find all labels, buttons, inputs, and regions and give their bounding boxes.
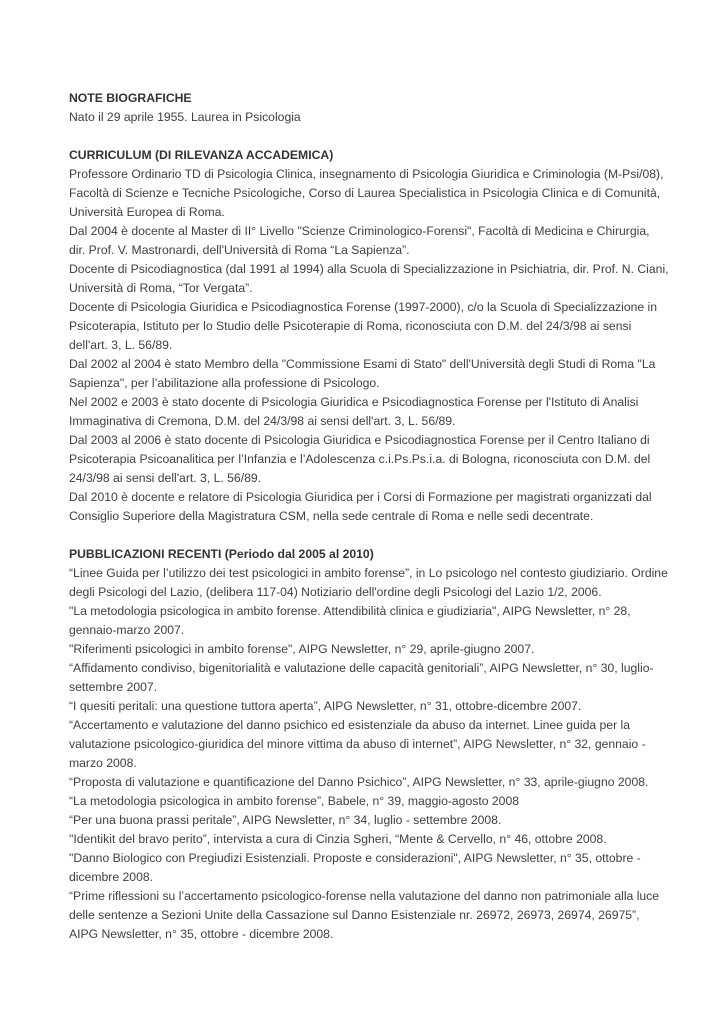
- bio-text: Nato il 29 aprile 1955. Laurea in Psicologia: [69, 110, 301, 124]
- document-page: [69, 89, 669, 944]
- section-spacer: [69, 526, 669, 545]
- publication-item: "La metodologia psicologica in ambito forense. Attendibilità clinica e giudiziaria", AIPG Newsletter, n° 28, gennaio-marzo 2007.: [69, 604, 631, 637]
- publication-item: "Identikit del bravo perito”, intervista a cura di Cinzia Sgheri, “Mente & Cervello, n° 46, ottobre 2008.: [69, 832, 607, 846]
- curriculum-item: Dal 2002 al 2004 è stato Membro della "Commissione Esami di Stato" dell'Università degli Studi di Roma "La Sapienza", per l’abilitazione alla professione di Psicologo.: [69, 357, 656, 390]
- publication-item: “Proposta di valutazione e quantificazione del Danno Psichico”, AIPG Newsletter, n° 33, aprile-giugno 2008.: [69, 775, 649, 789]
- section-spacer: [69, 127, 669, 146]
- curriculum-item: Dal 2010 è docente e relatore di Psicologia Giuridica per i Corsi di Formazione per magistrati organizzati dal Consiglio Superiore della Magistratura CSM, nella sede centrale di Roma e nelle sedi decentrate.: [69, 490, 652, 523]
- publication-item: “Per una buona prassi peritale”, AIPG Newsletter, n° 34, luglio - settembre 2008.: [69, 813, 502, 827]
- curriculum-item: Professore Ordinario TD di Psicologia Clinica, insegnamento di Psicologia Giuridica e Criminologia (M-Psi/08), Facoltà di Scienze e Tecniche Psicologiche, Corso di Laurea Specialistica in Psicologia Clinica e di Comunità, Università Europea di Roma.: [69, 167, 664, 219]
- publications-heading: PUBBLICAZIONI RECENTI (Periodo dal 2005 al 2010): [69, 547, 374, 561]
- bio-heading: NOTE BIOGRAFICHE: [69, 91, 192, 105]
- curriculum-item: Dal 2004 è docente al Master di II° Livello "Scienze Criminologico-Forensi", Facoltà di Medicina e Chirurgia, dir. Prof. V. Mastronardi, dell'Università di Roma “La Sapienza”.: [69, 224, 650, 257]
- curriculum-item: Docente di Psicodiagnostica (dal 1991 al 1994) alla Scuola di Specializzazione in Psichiatria, dir. Prof. N. Ciani, Università di Roma, “Tor Vergata”.: [69, 262, 669, 295]
- publication-item: “Linee Guida per l’utilizzo dei test psicologici in ambito forense”, in Lo psicologo nel contesto giudiziario. Ordine degli Psicologi del Lazio, (delibera 117-04) Notiziario dell'ordine degli Psicologi del Lazio 1/2, 2006.: [69, 566, 668, 599]
- publication-item: “Prime riflessioni su l’accertamento psicologico-forense nella valutazione del danno non patrimoniale alla luce delle sentenze a Sezioni Unite della Cassazione sul Danno Esistenziale nr. 26972, 26973, 26974, 26975”, AIPG Newsletter, n° 35, ottobre - dicembre 2008.: [69, 889, 660, 941]
- curriculum-item: Docente di Psicologia Giuridica e Psicodiagnostica Forense (1997-2000), c/o la Scuola di Specializzazione in Psicoterapia, Istituto per lo Studio delle Psicoterapie di Roma, riconosciuta con D.M. del 24/3/98 ai sensi dell'art. 3, L. 56/89.: [69, 300, 658, 352]
- curriculum-heading: CURRICULUM (DI RILEVANZA ACCADEMICA): [69, 148, 334, 162]
- publication-item: "Danno Biologico con Pregiudizi Esistenziali. Proposte e considerazioni", AIPG Newsletter, n° 35, ottobre - dicembre 2008.: [69, 851, 641, 884]
- publication-item: “Accertamento e valutazione del danno psichico ed esistenziale da abuso da internet. Linee guida per la valutazione psicologico-giuridica del minore vittima da abuso di internet”, AIPG Newsletter, n° 32, gennaio - marzo 2008.: [69, 718, 646, 770]
- publication-item: “Affidamento condiviso, bigenitorialità e valutazione delle capacità genitoriali”, AIPG Newsletter, n° 30, luglio-settembre 2007.: [69, 661, 654, 694]
- publication-item: "Riferimenti psicologici in ambito forense", AIPG Newsletter, n° 29, aprile-giugno 2007.: [69, 642, 535, 656]
- curriculum-item: Dal 2003 al 2006 è stato docente di Psicologia Giuridica e Psicodiagnostica Forense per il Centro Italiano di Psicoterapia Psicoanalitica per l’Infanzia e l’Adolescenza c.i.Ps.Ps.i.a. di Bologna, riconosciuta con D.M. del 24/3/98 ai sensi dell'art. 3, L. 56/89.: [69, 433, 651, 485]
- publication-item: “I quesiti peritali: una questione tuttora aperta”, AIPG Newsletter, n° 31, ottobre-dicembre 2007.: [69, 699, 582, 713]
- publication-item: “La metodologia psicologica in ambito forense”, Babele, n° 39, maggio-agosto 2008: [69, 794, 519, 808]
- curriculum-item: Nel 2002 e 2003 è stato docente di Psicologia Giuridica e Psicodiagnostica Forense per l'Istituto di Analisi Immaginativa di Cremona, D.M. del 24/3/98 ai sensi dell'art. 3, L. 56/89.: [69, 395, 639, 428]
